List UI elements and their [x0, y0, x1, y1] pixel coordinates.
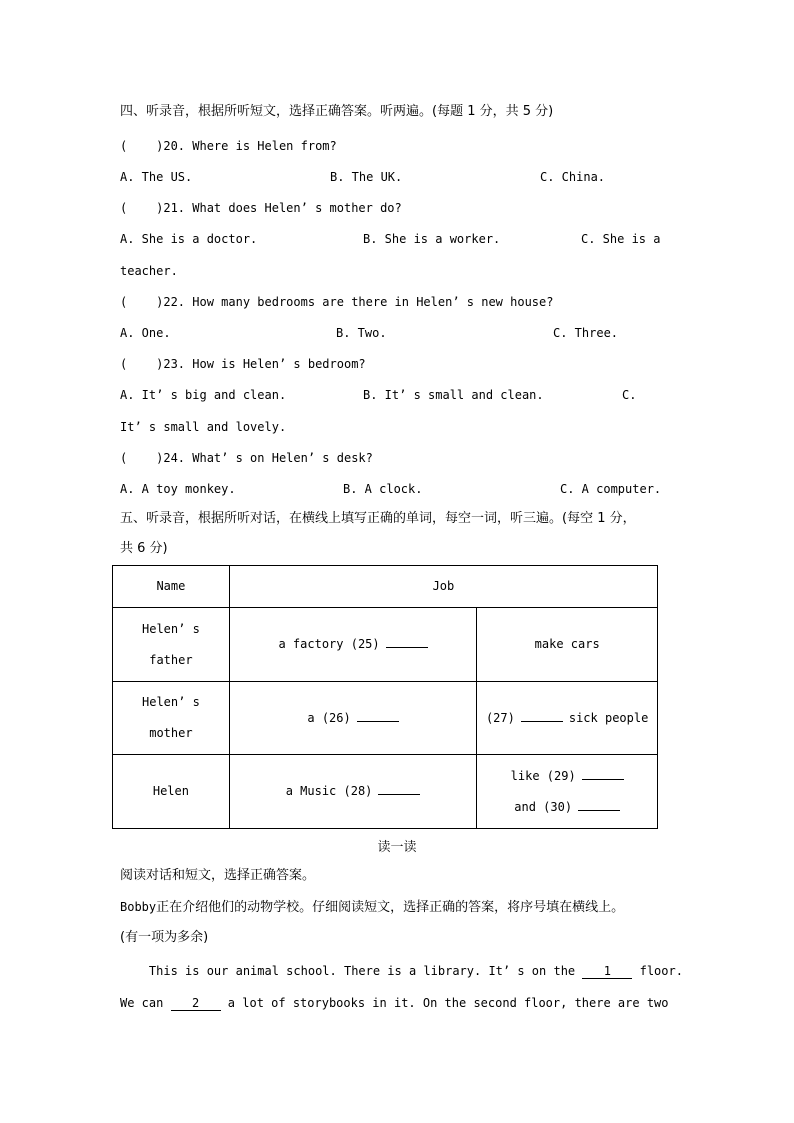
question-24: ( )24. What’ s on Helen’ s desk? — [120, 451, 373, 465]
question-20: ( )20. Where is Helen from? — [120, 139, 337, 153]
detail-line1-text: like (29) — [510, 768, 576, 783]
q21-option-c: C. She is a — [581, 232, 661, 246]
blank-27[interactable] — [521, 709, 563, 722]
section4-title: 四、听录音，根据所听短文，选择正确答案。听两遍。(每题 1 分，共 5 分) — [120, 104, 554, 119]
q21-option-b: B. She is a worker. — [363, 232, 501, 246]
job-cell — [229, 682, 477, 755]
blank-25[interactable] — [386, 635, 428, 648]
detail-line2 — [477, 792, 657, 823]
q23-option-c-cont: It’ s small and lovely. — [120, 420, 287, 434]
q20-option-c: C. China. — [540, 170, 606, 184]
detail-line2-text: and (30) — [514, 799, 573, 814]
q23-option-a: A. It’ s big and clean. — [120, 388, 287, 402]
blank-26[interactable] — [357, 709, 399, 722]
name-cell — [113, 608, 230, 682]
q20-option-b: B. The UK. — [330, 170, 403, 184]
q24-option-b: B. A clock. — [343, 482, 423, 496]
q24-option-a: A. A toy monkey. — [120, 482, 236, 496]
detail-line1 — [477, 761, 657, 792]
q23-option-c: C. — [622, 388, 637, 402]
q21-option-a: A. She is a doctor. — [120, 232, 258, 246]
blank-28[interactable] — [378, 782, 420, 795]
header-job: Job — [229, 566, 657, 608]
q22-option-b: B. Two. — [336, 326, 387, 340]
job-cell — [229, 608, 477, 682]
passage-text: This is our animal school. There is a library. It’ s on the — [120, 964, 583, 978]
answer-blank-2[interactable]: 2 — [171, 996, 221, 1011]
question-23: ( )23. How is Helen’ s bedroom? — [120, 357, 366, 371]
passage-text: We can — [120, 996, 171, 1010]
job-text: a Music (28) — [285, 784, 373, 798]
q22-option-c: C. Three. — [553, 326, 619, 340]
question-21: ( )21. What does Helen’ s mother do? — [120, 201, 402, 215]
passage-text: a lot of storybooks in it. On the second floor, there are two — [220, 996, 669, 1010]
table-row — [113, 755, 658, 829]
name-line2: father — [149, 652, 193, 667]
name-line2: mother — [149, 726, 193, 740]
reading-instruction: 阅读对话和短文，选择正确答案。 — [120, 868, 316, 883]
header-name: Name — [113, 566, 230, 608]
job-text: a (26) — [307, 710, 351, 725]
job-text: a factory (25) — [278, 637, 380, 651]
table-row — [113, 682, 658, 755]
q23-option-b: B. It’ s small and clean. — [363, 388, 544, 402]
section5-title-line1: 五、听录音，根据所听对话，在横线上填写正确的单词，每空一词，听三遍。(每空 1 分， — [120, 511, 636, 526]
table-header-row — [113, 566, 658, 608]
name-cell: Helen — [113, 755, 230, 829]
detail-post: sick people — [568, 710, 649, 725]
reading-intro-line1 — [120, 899, 624, 916]
intro-text: 正在介绍他们的动物学校。仔细阅读短文，选择正确的答案，将序号填在横线上。 — [156, 900, 625, 915]
passage-line1 — [120, 963, 683, 979]
blank-30[interactable] — [578, 798, 620, 811]
jobs-table — [112, 565, 658, 829]
detail-pre: (27) — [485, 710, 515, 725]
name-line1: Helen’ s — [142, 621, 200, 636]
q22-option-a: A. One. — [120, 326, 171, 340]
blank-29[interactable] — [582, 767, 624, 780]
question-22: ( )22. How many bedrooms are there in Helen’ s new house? — [120, 295, 554, 309]
detail-cell — [477, 755, 658, 829]
q21-option-c-cont: teacher. — [120, 264, 178, 278]
q20-option-a: A. The US. — [120, 170, 193, 184]
name-cell — [113, 682, 230, 755]
detail-cell: make cars — [477, 608, 658, 682]
detail-cell — [477, 682, 658, 755]
job-cell — [229, 755, 477, 829]
answer-blank-1[interactable]: 1 — [582, 964, 632, 979]
section5-title-line2: 共 6 分) — [120, 541, 168, 556]
passage-line2 — [120, 995, 669, 1011]
intro-name: Bobby — [120, 900, 157, 914]
table-row — [113, 608, 658, 682]
name-line1: Helen’ s — [142, 695, 200, 709]
passage-text: floor. — [632, 964, 683, 978]
reading-intro-line2: (有一项为多余) — [120, 930, 209, 945]
reading-heading: 读一读 — [377, 840, 417, 855]
q24-option-c: C. A computer. — [560, 482, 662, 496]
